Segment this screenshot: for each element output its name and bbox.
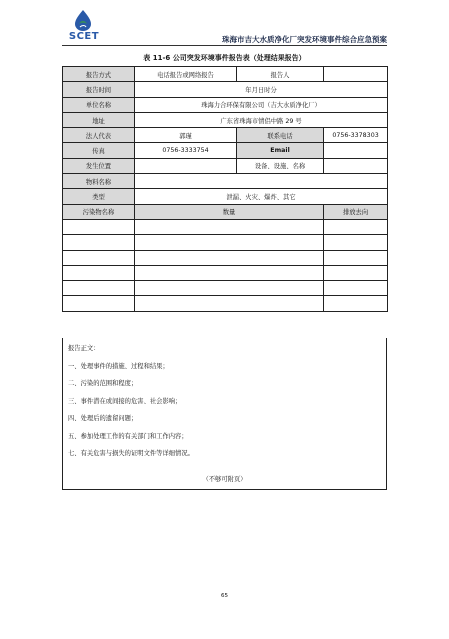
report-body-item: 三、事件潜在或间接的危害、社会影响； [68,397,182,405]
discharge-destination-cell[interactable] [324,265,388,280]
quantity-cell[interactable] [135,281,324,296]
reporter-value[interactable] [324,67,388,82]
address-label: 地址 [63,112,135,127]
quantity-cell[interactable] [135,296,324,311]
document-header-title: 珠海市吉大水质净化厂突发环境事件综合应急预案 [222,35,387,44]
reporter-label: 报告人 [237,67,324,82]
report-body-section [62,338,387,490]
equipment-label: 设备、设施、名称 [237,158,324,173]
quantity-cell[interactable] [135,250,324,265]
unit-name-label: 单位名称 [63,97,135,112]
table-row [63,235,388,250]
report-method-value[interactable]: 电话报告或网络报告 [135,67,237,82]
company-logo [62,9,106,43]
table-row [63,97,388,112]
pollutant-name-header: 污染物名称 [63,204,135,219]
report-body-heading: 报告正文： [68,345,100,352]
page-number: 65 [221,593,228,599]
fax-value[interactable]: 0756-3333754 [135,143,237,158]
pollutant-name-cell[interactable] [63,281,135,296]
table-row [63,82,388,97]
incident-report-table [62,66,388,312]
table-row [63,281,388,296]
table-row [63,250,388,265]
logo-text: SCET [68,31,100,42]
pollutant-name-cell[interactable] [63,265,135,280]
report-method-label: 报告方式 [63,67,135,82]
discharge-destination-cell[interactable] [324,281,388,296]
quantity-cell[interactable] [135,219,324,234]
legal-rep-label: 法人代表 [63,128,135,143]
table-caption: 表 11-6 公司突发环境事件报告表（处理结果报告） [143,54,306,62]
legal-rep-value[interactable]: 郭瑾 [135,128,237,143]
attach-pages-note: （不够可附页） [202,476,247,483]
type-label: 类型 [63,189,135,204]
fax-label: 传真 [63,143,135,158]
phone-value[interactable]: 0756-3378303 [324,128,388,143]
logo-drop-icon [74,9,92,31]
report-time-label: 报告时间 [63,82,135,97]
report-time-value[interactable]: 年月日时分 [135,82,388,97]
report-body-item: 五、参加处理工作的有关部门和工作内容； [68,432,188,440]
pollutant-name-cell[interactable] [63,235,135,250]
address-value[interactable]: 广东省珠海市情侣中路 29 号 [135,112,388,127]
email-label: Email [237,143,324,158]
material-label: 物料名称 [63,174,135,189]
type-value[interactable]: 泄漏、火灾、爆炸、其它 [135,189,388,204]
location-value[interactable] [135,158,237,173]
quantity-cell[interactable] [135,235,324,250]
report-body-item: 七、有关危害与损失的证明文件等详细情况。 [68,450,194,457]
table-row [63,174,388,189]
material-value[interactable] [135,174,388,189]
table-row [63,219,388,234]
email-value[interactable] [324,143,388,158]
discharge-destination-header: 排放去向 [324,204,388,219]
table-row [63,265,388,280]
table-row [63,189,388,204]
discharge-destination-cell[interactable] [324,235,388,250]
table-row [63,67,388,82]
report-body-item: 二、污染的范围和程度； [68,380,138,387]
unit-name-value[interactable]: 珠海力合环保有限公司（吉大水质净化厂） [135,97,388,112]
report-body-item: 一、处理事件的措施、过程和结果； [68,362,169,370]
equipment-value[interactable] [324,158,388,173]
pollutant-name-cell[interactable] [63,296,135,311]
location-label: 发生位置 [63,158,135,173]
quantity-header: 数量 [135,204,324,219]
pollutant-name-cell[interactable] [63,219,135,234]
table-row [63,158,388,173]
phone-label: 联系电话 [237,128,324,143]
discharge-destination-cell[interactable] [324,296,388,311]
table-header-row [63,204,388,219]
discharge-destination-cell[interactable] [324,219,388,234]
table-row [63,112,388,127]
table-row [63,143,388,158]
pollutant-name-cell[interactable] [63,250,135,265]
report-body-item: 四、处理后的遗留问题； [68,415,138,422]
header-divider [62,45,387,46]
table-row [63,296,388,311]
discharge-destination-cell[interactable] [324,250,388,265]
quantity-cell[interactable] [135,265,324,280]
table-row [63,128,388,143]
